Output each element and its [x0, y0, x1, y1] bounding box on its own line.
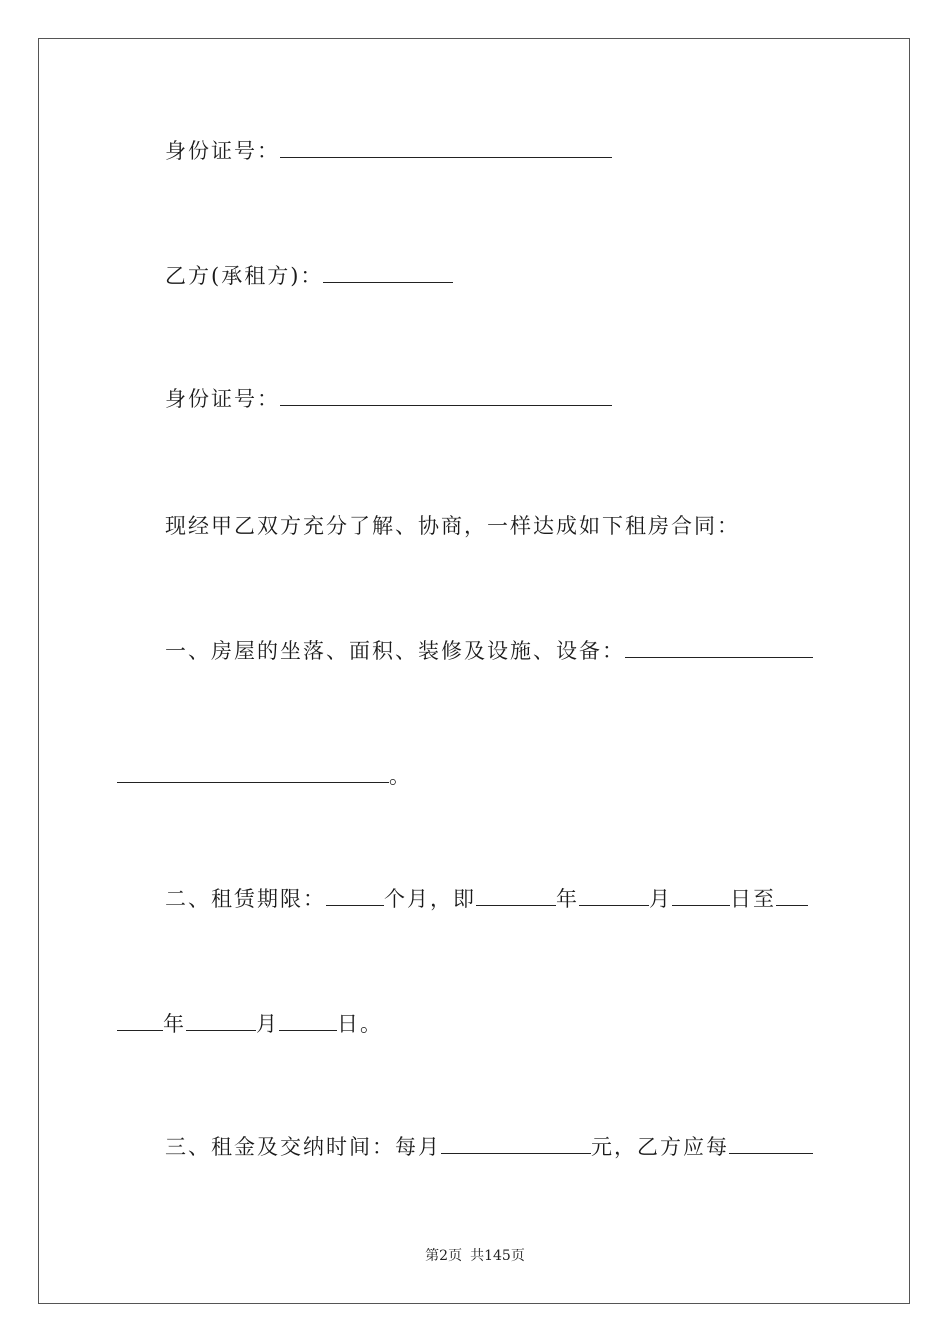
clause-1-end: 。 — [389, 764, 412, 788]
clause-1-blank — [625, 639, 813, 658]
year-text: 年 — [556, 887, 579, 911]
day-to-text: 日至 — [730, 887, 776, 911]
month-text: 月 — [256, 1012, 279, 1036]
page-footer — [0, 1246, 950, 1266]
id-number-label: 身份证号： — [165, 387, 280, 411]
party-b-blank — [323, 264, 453, 283]
clause-1-label: 一、房屋的坐落、面积、装修及设施、设备： — [165, 639, 625, 663]
id-number-line-a — [165, 137, 612, 165]
clause-3-label: 三、租金及交纳时间：每月 — [165, 1135, 441, 1159]
start-day-blank — [672, 887, 730, 906]
page-total: 共145页 — [470, 1248, 525, 1264]
id-number-blank — [280, 139, 612, 158]
party-b-label: 乙方(承租方)： — [165, 264, 324, 288]
id-number-blank — [280, 387, 612, 406]
page-number: 第2页 — [425, 1248, 463, 1264]
payment-period-blank — [729, 1135, 813, 1154]
id-number-line-b — [165, 385, 612, 413]
rent-amount-blank — [441, 1135, 591, 1154]
id-number-label: 身份证号： — [165, 139, 280, 163]
agreement-intro — [165, 512, 740, 540]
clause-1-continuation — [117, 762, 412, 790]
end-day-blank — [279, 1012, 337, 1031]
end-year-blank-cont — [117, 1012, 163, 1031]
day-end-text: 日。 — [337, 1012, 383, 1036]
months-text: 个月，即 — [384, 887, 476, 911]
year-text: 年 — [163, 1012, 186, 1036]
agreement-intro-text: 现经甲乙双方充分了解、协商，一样达成如下租房合同： — [165, 514, 740, 538]
rent-text: 元，乙方应每 — [591, 1135, 729, 1159]
clause-1-blank-cont — [117, 764, 389, 783]
clause-2-continuation — [117, 1010, 383, 1038]
clause-2-line — [165, 885, 808, 913]
months-blank — [326, 887, 384, 906]
start-month-blank — [579, 887, 649, 906]
end-month-blank — [186, 1012, 256, 1031]
start-year-blank — [476, 887, 556, 906]
clause-1-line — [165, 637, 813, 665]
end-year-blank — [776, 887, 808, 906]
clause-3-line — [165, 1133, 813, 1161]
clause-2-label: 二、租赁期限： — [165, 887, 326, 911]
month-text: 月 — [649, 887, 672, 911]
party-b-line — [165, 262, 453, 290]
page-border — [38, 38, 910, 1304]
